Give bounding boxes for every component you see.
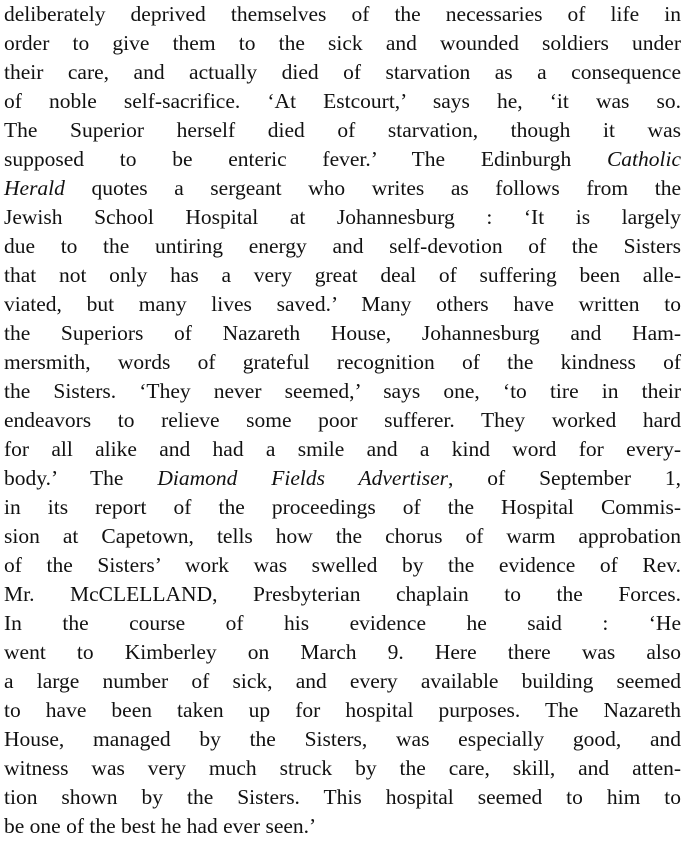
text-line <box>4 348 681 377</box>
text-line <box>4 667 681 696</box>
line-text: of the Sisters’ work was swelled by the evidence of Rev. <box>4 553 682 577</box>
line-text: mersmith, words of grateful recognition of the kindness of <box>4 350 682 374</box>
text-line <box>4 609 681 638</box>
line-text: be one of the best he had ever seen.’ <box>4 814 317 838</box>
line-text: body.’ The <box>4 466 158 490</box>
line-text: tion shown by the Sisters. This hospital seemed to him to <box>4 785 681 809</box>
line-text: endeavors to relieve some poor sufferer. They worked hard <box>4 408 682 432</box>
line-text: in its report of the proceedings of the Hospital Commis- <box>4 495 681 519</box>
line-text: In the course of his evidence he said : ‘He <box>4 611 681 635</box>
text-line <box>4 580 681 609</box>
text-line <box>4 493 681 522</box>
line-text: went to Kimberley on March 9. Here there was also <box>4 640 681 664</box>
text-line <box>4 290 681 319</box>
body-text <box>4 0 681 841</box>
text-line <box>4 638 681 667</box>
text-line <box>4 58 681 87</box>
text-line <box>4 232 681 261</box>
text-line <box>4 551 681 580</box>
line-text: viated, but many lives saved.’ Many others have written to <box>4 292 681 316</box>
line-text: to have been taken up for hospital purposes. The Nazareth <box>4 698 682 722</box>
line-text: The Superior herself died of starvation, though it was <box>4 118 681 142</box>
text-line <box>4 261 681 290</box>
text-line <box>4 464 681 493</box>
line-text: for all alike and had a smile and a kind word for every- <box>4 437 681 461</box>
line-text: , of September 1, <box>448 466 682 490</box>
line-text: deliberately deprived themselves of the necessaries of life in <box>4 2 681 26</box>
text-line <box>4 435 681 464</box>
text-line <box>4 522 681 551</box>
line-text: witness was very much struck by the care, skill, and atten- <box>4 756 682 780</box>
document-page <box>4 0 682 838</box>
line-text: of noble self-sacrifice. ‘At Estcourt,’ says he, ‘it was so. <box>4 89 681 113</box>
text-line <box>4 812 681 841</box>
line-text: a large number of sick, and every available building seemed <box>4 669 681 693</box>
line-text: Jewish School Hospital at Johannesburg : ‘It is largely <box>4 205 681 229</box>
italic-title-text: Diamond Fields Advertiser <box>157 466 449 490</box>
line-text: the Sisters. ‘They never seemed,’ says one, ‘to tire in their <box>4 379 682 403</box>
text-line <box>4 145 681 174</box>
text-line <box>4 725 681 754</box>
line-text: quotes a sergeant who writes as follows from the <box>64 176 681 200</box>
text-line <box>4 783 681 812</box>
line-text: their care, and actually died of starvation as a consequence <box>4 60 682 84</box>
text-line <box>4 116 681 145</box>
text-line <box>4 696 681 725</box>
text-line <box>4 0 681 29</box>
text-line <box>4 29 681 58</box>
line-text: order to give them to the sick and wounded soldiers under <box>4 31 681 55</box>
text-line <box>4 87 681 116</box>
italic-title-text: Catholic <box>606 147 681 171</box>
text-line <box>4 377 681 406</box>
line-text: the Superiors of Nazareth House, Johannesburg and Ham- <box>4 321 681 345</box>
italic-title-text: Herald <box>4 176 65 200</box>
text-line <box>4 319 681 348</box>
line-text: that not only has a very great deal of suffering been alle- <box>4 263 682 287</box>
text-line <box>4 406 681 435</box>
line-text: sion at Capetown, tells how the chorus of warm approbation <box>4 524 682 548</box>
line-text: due to the untiring energy and self-devotion of the Sisters <box>4 234 682 258</box>
text-line <box>4 203 681 232</box>
line-text: supposed to be enteric fever.’ The Edinburgh <box>4 147 607 171</box>
text-line <box>4 754 681 783</box>
line-text: Mr. McCLELLAND, Presbyterian chaplain to the Forces. <box>4 582 682 606</box>
text-line <box>4 174 681 203</box>
line-text: House, managed by the Sisters, was especially good, and <box>4 727 682 751</box>
